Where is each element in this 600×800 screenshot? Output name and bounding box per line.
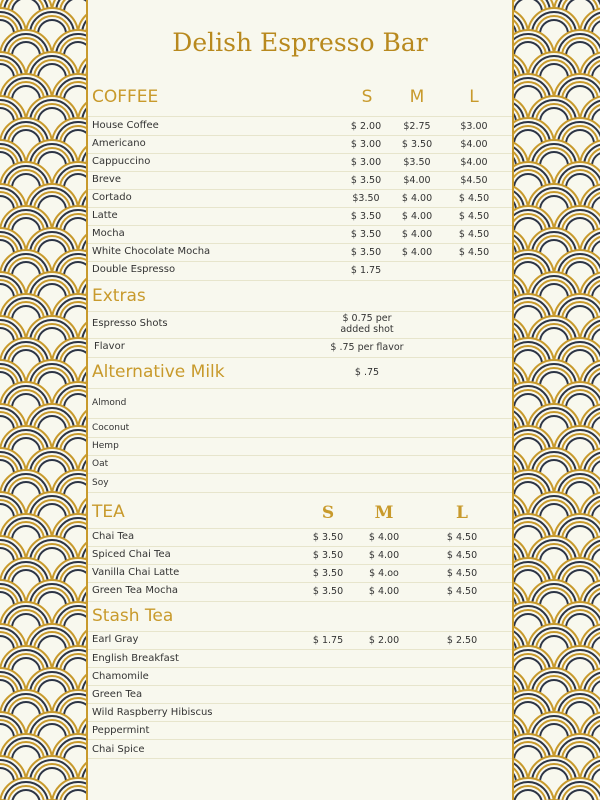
coffee-price-m: $ 4.00	[401, 211, 433, 222]
coffee-item-name: Cortado	[92, 192, 132, 203]
divider	[88, 649, 512, 650]
tea-heading: TEA	[92, 502, 125, 522]
coffee-price-m: $ 4.00	[401, 229, 433, 240]
divider	[88, 528, 512, 529]
divider	[88, 311, 512, 312]
tea-price-m: $ 4.oo	[369, 568, 399, 579]
divider	[88, 135, 512, 136]
tea-price-l: $ 4.50	[446, 550, 478, 561]
tea-price-m: $ 4.00	[368, 586, 400, 597]
coffee-size-m: M	[409, 87, 425, 107]
divider	[88, 492, 512, 493]
coffee-price-m: $ 4.00	[401, 193, 433, 204]
coffee-price-m: $ 4.00	[401, 247, 433, 258]
coffee-item-name: Mocha	[92, 228, 125, 239]
divider	[88, 153, 512, 154]
divider	[88, 739, 512, 740]
divider	[88, 418, 512, 419]
coffee-price-l: $4.00	[460, 139, 488, 150]
stash-item-name: Earl Gray	[92, 634, 139, 645]
divider	[88, 703, 512, 704]
divider	[88, 207, 512, 208]
divider	[88, 721, 512, 722]
coffee-price-l: $ 4.50	[458, 193, 490, 204]
stash-price-s: $ 1.75	[312, 635, 344, 646]
divider	[88, 280, 512, 281]
tea-price-m: $ 4.00	[368, 550, 400, 561]
coffee-item-name: Cappuccino	[92, 156, 151, 167]
coffee-price-l: $4.50	[460, 175, 488, 186]
coffee-price-s: $ 3.50	[350, 247, 382, 258]
divider	[88, 437, 512, 438]
coffee-price-s: $ 1.75	[350, 265, 382, 276]
divider	[88, 189, 512, 190]
divider	[88, 261, 512, 262]
coffee-price-s: $ 2.00	[350, 121, 382, 132]
divider	[88, 171, 512, 172]
divider	[88, 582, 512, 583]
divider	[88, 685, 512, 686]
stash-price-l: $ 2.50	[446, 635, 478, 646]
tea-price-s: $ 3.50	[312, 550, 344, 561]
coffee-price-m: $3.50	[403, 157, 431, 168]
tea-price-l: $ 4.50	[446, 568, 478, 579]
tea-item-name: Spiced Chai Tea	[92, 549, 171, 560]
divider	[88, 758, 512, 759]
coffee-price-s: $ 3.00	[350, 157, 382, 168]
coffee-price-l: $ 4.50	[458, 247, 490, 258]
divider	[88, 473, 512, 474]
coffee-item-name: House Coffee	[92, 120, 159, 131]
divider	[88, 564, 512, 565]
coffee-price-m: $4.00	[403, 175, 431, 186]
espresso-shots-price-line2: added shot	[340, 324, 394, 335]
tea-size-l: L	[456, 503, 468, 523]
alt-milk-item: Hemp	[92, 441, 119, 451]
coffee-price-s: $ 3.00	[350, 139, 382, 150]
stash-item-name: Chai Spice	[92, 744, 145, 755]
stash-item-name: English Breakfast	[92, 653, 179, 664]
espresso-shots-price-line1: $ 0.75 per	[342, 313, 392, 324]
espresso-shots-price	[327, 313, 407, 335]
page-title: Delish Espresso Bar	[172, 28, 428, 57]
stash-item-name: Chamomile	[92, 671, 149, 682]
coffee-item-name: Breve	[92, 174, 121, 185]
divider	[88, 455, 512, 456]
divider	[88, 116, 512, 117]
coffee-item-name: Latte	[92, 210, 118, 221]
divider	[88, 667, 512, 668]
alt-milk-item: Oat	[92, 459, 109, 469]
divider	[88, 546, 512, 547]
extras-item-name: Flavor	[94, 341, 125, 352]
tea-item-name: Chai Tea	[92, 531, 135, 542]
tea-size-s: S	[321, 503, 335, 523]
tea-price-l: $ 4.50	[446, 586, 478, 597]
stash-heading: Stash Tea	[92, 606, 174, 626]
divider	[88, 631, 512, 632]
coffee-price-m: $ 3.50	[401, 139, 433, 150]
extras-heading: Extras	[92, 286, 146, 306]
coffee-price-s: $ 3.50	[350, 175, 382, 186]
alt-milk-item: Almond	[92, 398, 127, 408]
flavor-price: $ .75 per flavor	[330, 342, 404, 353]
alt-milk-item: Soy	[92, 478, 109, 488]
alt-milk-heading: Alternative Milk	[92, 362, 225, 382]
coffee-size-s: S	[361, 87, 373, 107]
menu-panel	[88, 0, 512, 800]
stash-item-name: Peppermint	[92, 725, 150, 736]
alt-milk-price: $ .75	[354, 367, 380, 378]
coffee-price-l: $ 4.50	[458, 229, 490, 240]
stash-item-name: Wild Raspberry Hibiscus	[92, 707, 213, 718]
tea-price-s: $ 3.50	[312, 586, 344, 597]
coffee-item-name: White Chocolate Mocha	[92, 246, 211, 257]
tea-item-name: Vanilla Chai Latte	[92, 567, 180, 578]
divider	[88, 388, 512, 389]
divider	[88, 357, 512, 358]
coffee-item-name: Double Espresso	[92, 264, 176, 275]
coffee-item-name: Americano	[92, 138, 146, 149]
coffee-price-s: $3.50	[352, 193, 380, 204]
extras-item-name: Espresso Shots	[92, 318, 168, 329]
divider	[88, 601, 512, 602]
divider	[88, 243, 512, 244]
coffee-size-l: L	[469, 87, 479, 107]
tea-price-m: $ 4.00	[368, 532, 400, 543]
coffee-price-l: $3.00	[460, 121, 488, 132]
coffee-heading: COFFEE	[92, 87, 159, 107]
coffee-price-l: $4.00	[460, 157, 488, 168]
left-arch-pattern	[0, 0, 88, 800]
alt-milk-item: Coconut	[92, 423, 130, 433]
tea-price-s: $ 3.50	[312, 568, 344, 579]
coffee-price-s: $ 3.50	[350, 229, 382, 240]
divider	[88, 338, 512, 339]
divider	[88, 225, 512, 226]
tea-size-m: M	[374, 503, 394, 523]
stash-item-name: Green Tea	[92, 689, 143, 700]
coffee-price-s: $ 3.50	[350, 211, 382, 222]
tea-price-s: $ 3.50	[312, 532, 344, 543]
tea-price-l: $ 4.50	[446, 532, 478, 543]
stash-price-m: $ 2.00	[368, 635, 400, 646]
tea-item-name: Green Tea Mocha	[92, 585, 179, 596]
coffee-price-m: $2.75	[403, 121, 431, 132]
right-arch-pattern	[512, 0, 600, 800]
coffee-price-l: $ 4.50	[458, 211, 490, 222]
